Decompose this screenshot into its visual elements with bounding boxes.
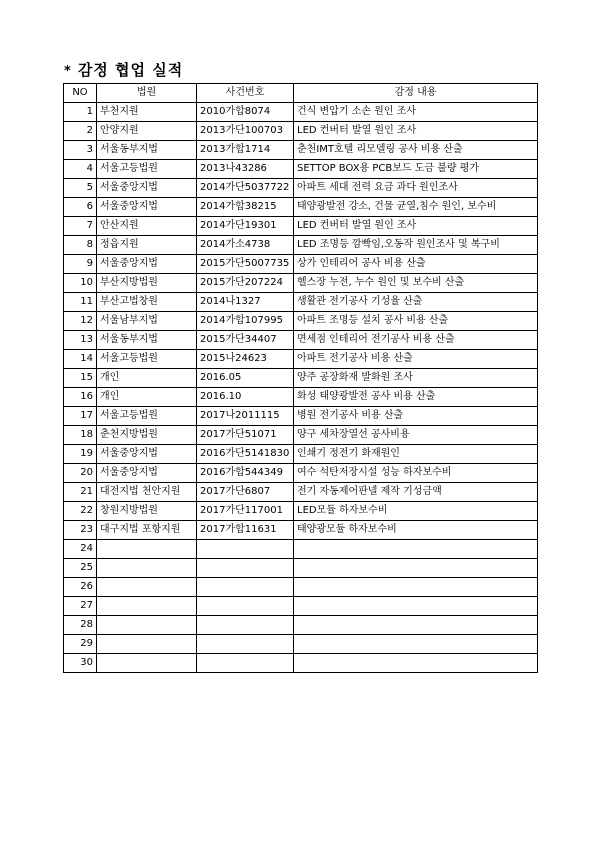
row-court: 서울남부지법 xyxy=(97,312,197,331)
table-row xyxy=(64,179,538,198)
row-content: 태양광발전 강소, 건물 균열,침수 원인, 보수비 xyxy=(294,198,538,217)
table-row xyxy=(64,388,538,407)
row-court: 정읍지원 xyxy=(97,236,197,255)
header-case-number: 사건번호 xyxy=(197,84,294,103)
row-court: 서울중앙지법 xyxy=(97,464,197,483)
table-row xyxy=(64,350,538,369)
row-content: SETTOP BOX용 PCB보드 도금 불량 평가 xyxy=(294,160,538,179)
table-row xyxy=(64,578,538,597)
row-court: 안양지원 xyxy=(97,122,197,141)
table-header-row xyxy=(64,84,538,103)
table-row xyxy=(64,122,538,141)
header-court: 법원 xyxy=(97,84,197,103)
row-case-number: 2014가합38215 xyxy=(197,198,294,217)
table-row xyxy=(64,331,538,350)
row-no: 23 xyxy=(64,521,97,540)
row-case-number: 2015가단34407 xyxy=(197,331,294,350)
row-court xyxy=(97,597,197,616)
row-case-number xyxy=(197,597,294,616)
row-content xyxy=(294,578,538,597)
row-case-number: 2015가단207224 xyxy=(197,274,294,293)
row-case-number: 2017가단51071 xyxy=(197,426,294,445)
table-row xyxy=(64,483,538,502)
table-row xyxy=(64,407,538,426)
row-content: 양주 공장화재 발화원 조사 xyxy=(294,369,538,388)
row-no: 1 xyxy=(64,103,97,122)
row-case-number xyxy=(197,654,294,673)
row-no: 17 xyxy=(64,407,97,426)
row-court: 부천지원 xyxy=(97,103,197,122)
table-row xyxy=(64,103,538,122)
row-court: 서울동부지법 xyxy=(97,331,197,350)
row-case-number: 2017나2011115 xyxy=(197,407,294,426)
row-no: 2 xyxy=(64,122,97,141)
row-content: 전기 자동제어판넬 제작 기성금액 xyxy=(294,483,538,502)
row-no: 21 xyxy=(64,483,97,502)
row-court: 춘천지방법원 xyxy=(97,426,197,445)
table-row xyxy=(64,502,538,521)
row-content: 면세점 인테리어 전기공사 비용 산출 xyxy=(294,331,538,350)
title-text: 감정 협업 실적 xyxy=(77,61,184,79)
row-case-number: 2017가합11631 xyxy=(197,521,294,540)
table-row xyxy=(64,141,538,160)
header-no: NO xyxy=(64,84,97,103)
row-content: 병원 전기공사 비용 산출 xyxy=(294,407,538,426)
row-case-number: 2014나1327 xyxy=(197,293,294,312)
table-row xyxy=(64,293,538,312)
table-row xyxy=(64,597,538,616)
row-no: 15 xyxy=(64,369,97,388)
table-row xyxy=(64,635,538,654)
row-case-number: 2013가합1714 xyxy=(197,141,294,160)
table-row xyxy=(64,198,538,217)
table-row xyxy=(64,426,538,445)
row-case-number xyxy=(197,578,294,597)
row-content: 아파트 세대 전력 요금 과다 원인조사 xyxy=(294,179,538,198)
row-case-number xyxy=(197,559,294,578)
row-content xyxy=(294,559,538,578)
row-no: 5 xyxy=(64,179,97,198)
row-court: 안산지원 xyxy=(97,217,197,236)
row-content: LED 컨버터 발열 원인 조사 xyxy=(294,122,538,141)
row-content xyxy=(294,654,538,673)
row-court xyxy=(97,654,197,673)
row-content xyxy=(294,597,538,616)
row-court: 서울고등법원 xyxy=(97,160,197,179)
row-no: 12 xyxy=(64,312,97,331)
table-row xyxy=(64,616,538,635)
row-case-number: 2016가합544349 xyxy=(197,464,294,483)
row-content xyxy=(294,635,538,654)
row-case-number xyxy=(197,616,294,635)
document-title xyxy=(64,59,183,80)
row-content: 상가 인테리어 공사 비용 산출 xyxy=(294,255,538,274)
table-row xyxy=(64,217,538,236)
row-case-number: 2014가단19301 xyxy=(197,217,294,236)
row-no: 7 xyxy=(64,217,97,236)
row-court: 서울고등법원 xyxy=(97,350,197,369)
row-court: 개인 xyxy=(97,388,197,407)
row-content: 춘천IMT호텔 리모델링 공사 비용 산출 xyxy=(294,141,538,160)
row-no: 22 xyxy=(64,502,97,521)
row-case-number: 2014가단5037722 xyxy=(197,179,294,198)
row-case-number: 2016가단5141830 xyxy=(197,445,294,464)
row-content: 화성 태양광발전 공사 비용 산출 xyxy=(294,388,538,407)
row-court xyxy=(97,578,197,597)
results-table xyxy=(63,83,538,673)
row-content xyxy=(294,616,538,635)
row-court: 개인 xyxy=(97,369,197,388)
row-content: 헬스장 누전, 누수 원인 및 보수비 산출 xyxy=(294,274,538,293)
row-no: 26 xyxy=(64,578,97,597)
row-no: 9 xyxy=(64,255,97,274)
row-no: 3 xyxy=(64,141,97,160)
row-case-number: 2013나43286 xyxy=(197,160,294,179)
row-no: 25 xyxy=(64,559,97,578)
row-content: 생활관 전기공사 기성율 산출 xyxy=(294,293,538,312)
row-case-number: 2016.10 xyxy=(197,388,294,407)
row-court xyxy=(97,616,197,635)
row-case-number xyxy=(197,635,294,654)
row-content: 아파트 조명등 설치 공사 비용 산출 xyxy=(294,312,538,331)
row-no: 18 xyxy=(64,426,97,445)
row-content xyxy=(294,540,538,559)
row-content: LED 조명등 깜빡임,오동작 원인조사 및 복구비 xyxy=(294,236,538,255)
table-row xyxy=(64,160,538,179)
row-court xyxy=(97,635,197,654)
row-court: 부산고법창원 xyxy=(97,293,197,312)
row-court: 대전지법 천안지원 xyxy=(97,483,197,502)
row-case-number: 2014가합107995 xyxy=(197,312,294,331)
row-case-number: 2014가소4738 xyxy=(197,236,294,255)
row-court: 대구지법 포항지원 xyxy=(97,521,197,540)
row-content: LED 컨버터 발열 원인 조사 xyxy=(294,217,538,236)
row-no: 19 xyxy=(64,445,97,464)
row-court: 창원지방법원 xyxy=(97,502,197,521)
row-no: 8 xyxy=(64,236,97,255)
row-court: 서울중앙지법 xyxy=(97,198,197,217)
row-no: 6 xyxy=(64,198,97,217)
row-no: 20 xyxy=(64,464,97,483)
table-body xyxy=(64,103,538,673)
row-case-number: 2010가합8074 xyxy=(197,103,294,122)
row-case-number: 2015나24623 xyxy=(197,350,294,369)
row-court: 서울동부지법 xyxy=(97,141,197,160)
row-case-number: 2017가단117001 xyxy=(197,502,294,521)
table-row xyxy=(64,654,538,673)
row-no: 10 xyxy=(64,274,97,293)
row-court xyxy=(97,540,197,559)
row-court: 서울중앙지법 xyxy=(97,255,197,274)
table-row xyxy=(64,236,538,255)
table-row xyxy=(64,540,538,559)
row-case-number: 2013가단100703 xyxy=(197,122,294,141)
row-no: 4 xyxy=(64,160,97,179)
row-no: 24 xyxy=(64,540,97,559)
table-row xyxy=(64,445,538,464)
table-row xyxy=(64,559,538,578)
row-no: 30 xyxy=(64,654,97,673)
row-case-number: 2016.05 xyxy=(197,369,294,388)
row-no: 16 xyxy=(64,388,97,407)
row-no: 13 xyxy=(64,331,97,350)
table-row xyxy=(64,521,538,540)
table-row xyxy=(64,464,538,483)
row-content: 양구 세차장열선 공사비용 xyxy=(294,426,538,445)
row-court: 부산지방법원 xyxy=(97,274,197,293)
row-no: 29 xyxy=(64,635,97,654)
row-content: 아파트 전기공사 비용 산출 xyxy=(294,350,538,369)
table-row xyxy=(64,255,538,274)
row-case-number: 2017가단6807 xyxy=(197,483,294,502)
table-row xyxy=(64,312,538,331)
row-case-number: 2015가단5007735 xyxy=(197,255,294,274)
table-row xyxy=(64,369,538,388)
row-no: 14 xyxy=(64,350,97,369)
row-content: 여수 석탄저장시설 성능 하자보수비 xyxy=(294,464,538,483)
row-no: 11 xyxy=(64,293,97,312)
row-content: LED모듈 하자보수비 xyxy=(294,502,538,521)
row-content: 건식 변압기 소손 원인 조사 xyxy=(294,103,538,122)
row-content: 태양광모듈 하자보수비 xyxy=(294,521,538,540)
star-bullet-icon: * xyxy=(64,64,72,79)
row-court: 서울중앙지법 xyxy=(97,445,197,464)
row-content: 인쇄기 정전기 화재원인 xyxy=(294,445,538,464)
row-court: 서울중앙지법 xyxy=(97,179,197,198)
table-row xyxy=(64,274,538,293)
row-court xyxy=(97,559,197,578)
header-content: 감정 내용 xyxy=(294,84,538,103)
row-court: 서울고등법원 xyxy=(97,407,197,426)
row-no: 28 xyxy=(64,616,97,635)
row-no: 27 xyxy=(64,597,97,616)
row-case-number xyxy=(197,540,294,559)
